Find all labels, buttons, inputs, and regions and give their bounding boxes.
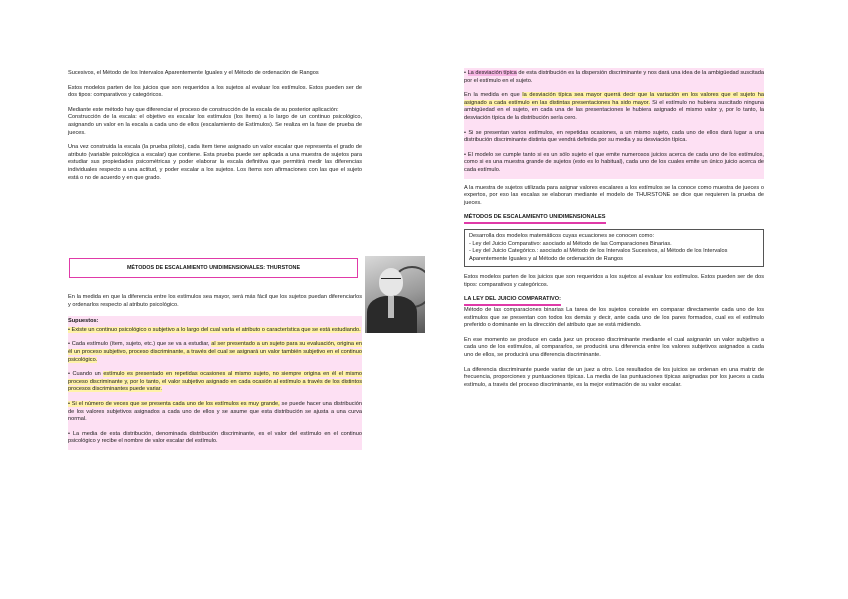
paragraph: Estos modelos parten de los juicios que son requeridos a los sujetos al evaluar los estímulos. Estos pueden ser de dos tipos: comparativos y categóricos. bbox=[68, 84, 362, 99]
bullet-text: • Cuando un bbox=[68, 371, 104, 378]
paragraph: Estos modelos parten de los juicios que son requeridos a los sujetos al evaluar los estímulos. Estos pueden ser de dos tipos: comparativos y categóricos. bbox=[464, 274, 764, 288]
paragraph: En ese momento se produce en cada juez un proceso discriminante mediante el cual asignarán un valor subjetivo a cada uno de los estímulos, al compararlos, se producirá una diferencia entre los valores subjetivos asignados a cada uno de ellos, se producirá una diferencia discriminante. bbox=[464, 336, 764, 359]
bullet-highlight: • Si el número de veces que se presenta cada uno de los estímulos es muy grande, bbox=[68, 400, 280, 407]
left-column bbox=[68, 70, 362, 189]
paragraph: A la muestra de sujetos utilizada para asignar valores escalares a los estímulos se la conoce como muestra de jueces o expertos, por eso las escalas se elaboran mediante el modelo de THURSTONE se dice que requieren la prueba de jueces. bbox=[464, 184, 764, 206]
paragraph: • El modelo se cumple tanto si es un sólo sujeto el que emite numerosos juicios acerca de cada uno de los estímulos, como si es una muestra grande de sujetos (esto es lo habitual), cada uno de los cuales emite un único juicio acerca de cada estímulo. bbox=[464, 151, 764, 173]
models-box bbox=[464, 229, 764, 267]
box-line: - Ley del Juicio Categórico.: asociado al Método de los Intervalos Sucesivos, al Método de los Intervalos Aparentemente Iguales y al Método de ordenación de Rangos bbox=[469, 248, 728, 262]
bullet-text: • Cada estímulo (ítem, sujeto, etc.) que se va a estudiar, bbox=[68, 341, 212, 348]
box-line: Desarrolla dos modelos matemáticos cuyas ecuaciones se conocen como: bbox=[469, 232, 654, 239]
bullet-highlight: al ser presentado a un sujeto para su evaluación, origina en él un proceso subjetivo, proceso discriminante, a través del cual se asignará un valor también subjetivo en el continuo psicológico. bbox=[68, 341, 362, 363]
portrait-photo bbox=[365, 256, 425, 333]
bullet-highlight: estímulo es presentado en repetidas ocasiones al mismo sujeto, no siempre origina en él el mismo proceso discriminante y, por lo tanto, el valor subjetivo asignado en cada ocasión al estímulo a través de los distintos procesos discriminantes puede variar. bbox=[68, 371, 363, 393]
pink-block bbox=[464, 68, 764, 179]
text: Si el estímulo no hubiera suscitado ninguna ambigüedad en el sujeto, en cada una de las presentaciones le hubiera asignado el mismo valor y, por lo tanto, la desviación típica de la distribución sería cero. bbox=[464, 99, 764, 121]
paragraph: Mediante este método hay que diferenciar el proceso de construcción de la escala de su posterior aplicación: bbox=[68, 106, 339, 113]
highlight: La desviación típica bbox=[467, 70, 517, 76]
supuestos-label: Supuestos: bbox=[68, 318, 99, 325]
left-lower-column bbox=[68, 294, 362, 450]
section-title: MÉTODOS DE ESCALAMIENTO UNIDIMENSIONALES: THURSTONE bbox=[126, 265, 301, 271]
bullet-text: se puede hacer una distribución de los valores subjetivos asignados a cada uno de ellos y se asume que esta distribución se ajusta a una curva normal. bbox=[68, 400, 362, 423]
bullet-text: • Existe un continuo psicológico o subjetivo a lo largo del cual varía el atributo o característica que se está estudiando. bbox=[68, 326, 361, 333]
bullet-text: de esta distribución es la dispersión discriminante y nos dará una idea de la ambigüedad suscitada por el estímulo en el sujeto. bbox=[464, 70, 764, 84]
paragraph: Una vez construida la escala (la prueba piloto), cada ítem tiene asignado un valor escalar que representa el grado de atributo (variable psicológica a escalar) que contiene. Esta prueba puede ser aplicada a una muestra de sujetos para estudiar sus propiedades psicométricas y poder elaborar la escala definitiva que permitirá medir las diferencias individuales respecto a una actitud, y poder escalar a los sujetos. Los ítems son afirmaciones con las que el sujeto está o no de acuerdo y en que grado. bbox=[68, 144, 362, 181]
paragraph: La diferencia discriminante puede variar de un juez a otro. Los resultados de los juicios se ordenan en una matriz de frecuencia, proporciones y puntuaciones típicas. La media de las puntuaciones típicas asignadas por los jueces a cada estímulo, a través del proceso discriminante, es la mejor estimación de su valor escalar. bbox=[464, 366, 764, 388]
right-column bbox=[464, 68, 764, 396]
text: En la medida en que bbox=[464, 92, 523, 99]
box-line: - Ley del Juicio Comparativo: asociado al Método de las Comparaciones Binarias. bbox=[469, 240, 672, 247]
paragraph: En la medida en que la diferencia entre los estímulos sea mayor, será más fácil que los sujetos puedan diferenciarlos y ordenarlos respecto al atributo psicológico. bbox=[68, 294, 362, 308]
highlight: la desviación típica sea mayor querrá decir que la variación en los valores que el sujeto ha asignado a cada estímulo en las distintas presentaciones ha sido mayor. bbox=[464, 92, 765, 106]
section-heading: LA LEY DEL JUICIO COMPARATIVO: bbox=[464, 296, 561, 306]
paragraph: Construcción de la escala: el objetivo es escalar los estímulos (los ítems) a lo largo de un continuo psicológico, asignando un valor en la escala a cada uno de ellos (escalamiento de Estímulos). Se realiza en la fase de prueba de jueces. bbox=[68, 114, 362, 136]
paragraph: • Si se presentan varios estímulos, en repetidas ocasiones, a un mismo sujeto, cada uno de ellos dará lugar a una distribución discriminante distinta que vendrá definida por su media y su desviación típica. bbox=[464, 129, 764, 144]
bullet-text: • La media de esta distribución, denominada distribución discriminante, es el valor del estímulo en el continuo psicológico y recibe el nombre de valor escalar del estímulo. bbox=[68, 430, 362, 445]
paragraph: Sucesivos, el Método de los Intervalos Aparentemente Iguales y el Método de ordenación de Rangos bbox=[68, 70, 319, 76]
supuestos-block bbox=[68, 316, 362, 450]
bullet-text: • bbox=[464, 70, 468, 76]
section-title-box bbox=[69, 258, 358, 278]
paragraph: Método de las comparaciones binarias La tarea de los sujetos consiste en comparar directamente cada uno de los estímulos que se presentan con todos los demás y decir, ante cada uno de los pares formados, cual es el estímulo preferido o dominante en la dirección del atributo que se está midiendo. bbox=[464, 307, 764, 329]
section-heading: MÉTODOS DE ESCALAMIENTO UNIDIMENSIONALES bbox=[464, 214, 606, 224]
